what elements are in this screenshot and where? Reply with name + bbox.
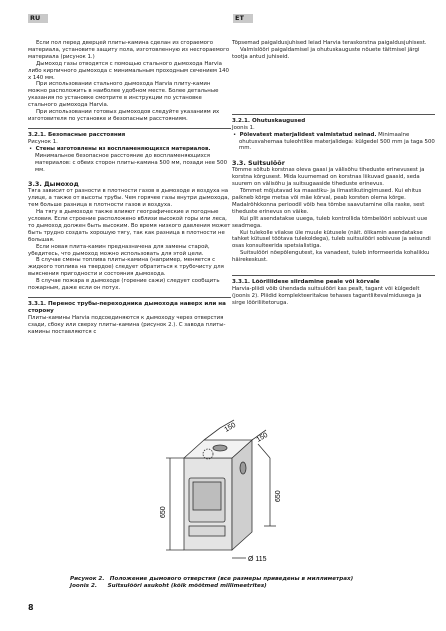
caption-ru-text: Положение дымового отверстия (все размеры приведены в миллиметрах) [109, 576, 354, 582]
section-heading-33: 3.3. Suitsulõõr [232, 159, 285, 168]
paragraph: Тяга зависит от разности в плотности газов в дымоходе и воздуха на улице, а также от высоты трубы. Чем горячее газы внутри дымохода, тем больше разница в плотности газов и воздуха. [28, 188, 230, 209]
bullet-text: Minimaalne ohutusvahemaa tuleohtlike materjalidega: külgedel 500 mm ja taga 500 mm. [239, 131, 435, 152]
paragraph: Tõmme sõltub korstnas oleva gaasi ja välisõhu tiheduste erinevusest ja korstna kõrgusest. Mida kuumemad on korstnas liikuvad gaasid, seda suurem on välisõhu ja suitsugaaside tiheduste erinevus. [232, 167, 425, 188]
figure-reference: Рисунок 1. [28, 138, 58, 145]
dimension-line [204, 428, 220, 440]
top-flue-opening [213, 445, 227, 451]
paragraph: В случае пожара в дымоходе (горение сажи) следует сообщить пожарным, даже если он потух. [28, 278, 220, 292]
paragraph: Kui plit asendatakse uuega, tuleb kontrollida tõmbelõõri sobivust uue seadmega. [232, 215, 428, 229]
paragraph: Valmislõõri paigaldamisel ja ohutuskauguste nõuete täitmisel järgi tootja antud juhiseid. [232, 46, 420, 60]
language-tag-ru: RU [28, 14, 48, 23]
paragraph: Suitsulõõri nõepõlengutest, ka vanadest, tuleb informeerida kohalikku häirekeskust. [232, 250, 430, 264]
bullet-text: Минимальное безопасное расстояние до воспламеняющихся материалов: с обеих сторон плиты-камина 500 мм, позади нее 500 мм. [35, 152, 228, 173]
dim-label-diameter: Ø 115 [248, 556, 267, 563]
section-heading-331: 3.3.1. Lõõriliidese siirdamine peale või kõrvale [232, 279, 380, 286]
bullet-item: • Стены изготовлены из воспламеняющихся материалов. Минимальное безопасное расстояние до воспламеняющихся материалов: с обеих сторон плиты-камина 500 мм, позади нее 500 мм. [29, 145, 228, 173]
divider [232, 114, 435, 115]
bullet-bold: Põlevatest materjalidest valmistatud seinad. [239, 131, 377, 138]
paragraph: Harvia-pliidi võib ühendada suitsulõõri kas pealt, tagant või külgedelt (joonis 2). Pliidid komplekteeritakse tehases tagantliitevalmidusega ja sirge lõõriliitetoruga. [232, 286, 422, 306]
page-number: 8 [28, 603, 34, 612]
figure-reference: Joonis 1. [232, 124, 255, 131]
caption-ru-label: Рисунок 2. [70, 576, 105, 582]
dim-label-back: 150 [255, 431, 270, 444]
section-heading-331: 3.3.1. Перенос трубы-переходника дымохода наверх или на сторону [28, 301, 226, 314]
paragraph: При использовании готовых дымоходов следуйте указаниям их изготовителя по установке и безопасным расстояниям. [28, 109, 220, 122]
section-heading-321: 3.2.1. Ohutuskaugused [232, 117, 306, 124]
paragraph: При использовании стального дымохода Harvia плиту-камин можно расположить в наиболее удобном месте. Более детальные указания по установке смотрите в инструкции по установке стального дымохода Harvia. [28, 81, 219, 109]
language-tag-et: ET [233, 14, 253, 23]
dim-label-height-front: 650 [160, 506, 167, 518]
paragraph: Tõpsemad paigaldusjuhised leiad Harvia teraskorstna paigaldusjuhisest. [232, 40, 427, 46]
dim-label-height-side: 650 [275, 490, 282, 502]
et-column [232, 40, 435, 307]
divider [28, 297, 231, 298]
caption-ru [70, 576, 430, 583]
dimension-line [258, 444, 270, 458]
caption-et-text: Suitsulõõri asukoht (kõik mõõtmed millimeetrites) [107, 583, 267, 589]
paragraph: Если пол перед дверцей плиты-камина сделан из сгораемого материала, установите защиту пола, изготовленную из несгораемого материала (рисунок 1.) [28, 40, 230, 60]
figure-caption [70, 576, 430, 590]
bullet-item: • Põlevatest materjalidest valmistatud seinad. Minimaalne ohutusvahemaa tuleohtlike materjalidega: külgedel 500 mm ja taga 500 mm. [233, 131, 435, 152]
stove-dimension-drawing [146, 418, 306, 576]
caption-et [70, 583, 430, 590]
side-flue-opening [240, 462, 246, 474]
paragraph: Если новая плита-камин предназначена для замены старой, убедитесь, что дымоход можно использовать для этой цели. [28, 243, 210, 257]
door-window [193, 482, 221, 510]
ru-column [28, 40, 231, 336]
bullet-bold: Стены изготовлены из воспламеняющихся материалов. [35, 145, 211, 152]
divider [232, 275, 435, 276]
paragraph: Tõmmet mõjutavad ka maastiku- ja ilmastikutingimused. Kui ehitus paikneb kõrge metsa või mäe kõrval, peab korsten olema kõrge. Madalrõhkkonna perioodil võib hea tõmbe saavutamine olla raske, sest tiheduste erinevus on väike. [232, 188, 425, 215]
paragraph: Плиты-камины Harvia подсоединяются к дымоходу через отверстия сзади, сбоку или сверху плиты-камина (рисунок 2.). С завода плиты-камины поставляются с [28, 315, 226, 335]
ash-drawer [189, 526, 225, 536]
paragraph: На тягу в дымоходе также влияют географические и погодные условия. Если строение расположено вблизи высокой горы или леса, то дымоход должен быть высоким. Во время низкого давления может быть трудно создать хорошую тягу, так как разница в плотности не большая. [28, 209, 231, 243]
paragraph: В случае смены топлива плиты-камина (например, меняется с жидкого топлива на твердое) следует обратиться к трубочисту для выяснения пригодности и состояния дымохода. [28, 257, 224, 278]
section-heading-33: 3.3. Дымоход [28, 180, 79, 189]
paragraph: Дымоход газы отводятся с помощью стального дымохода Harvia либо кирпичного дымохода с минимальным проходным сечением 140 x 140 мм. [28, 60, 229, 81]
paragraph: Kui tulekolle viiakse üle muule kütusele (näit. õlikamin asendatakse tahket kütusel töötava tulekoldega), tuleb suitsulõõri sobivuse ja seisundi osas konsulteerida spetsialistiga. [232, 229, 431, 250]
divider [28, 128, 231, 129]
dim-label-top: 150 [223, 421, 238, 434]
caption-et-label: Joonis 2. [70, 583, 97, 589]
stove-side [232, 440, 252, 550]
section-heading-321: 3.2.1. Безопасные расстояния [28, 131, 126, 138]
